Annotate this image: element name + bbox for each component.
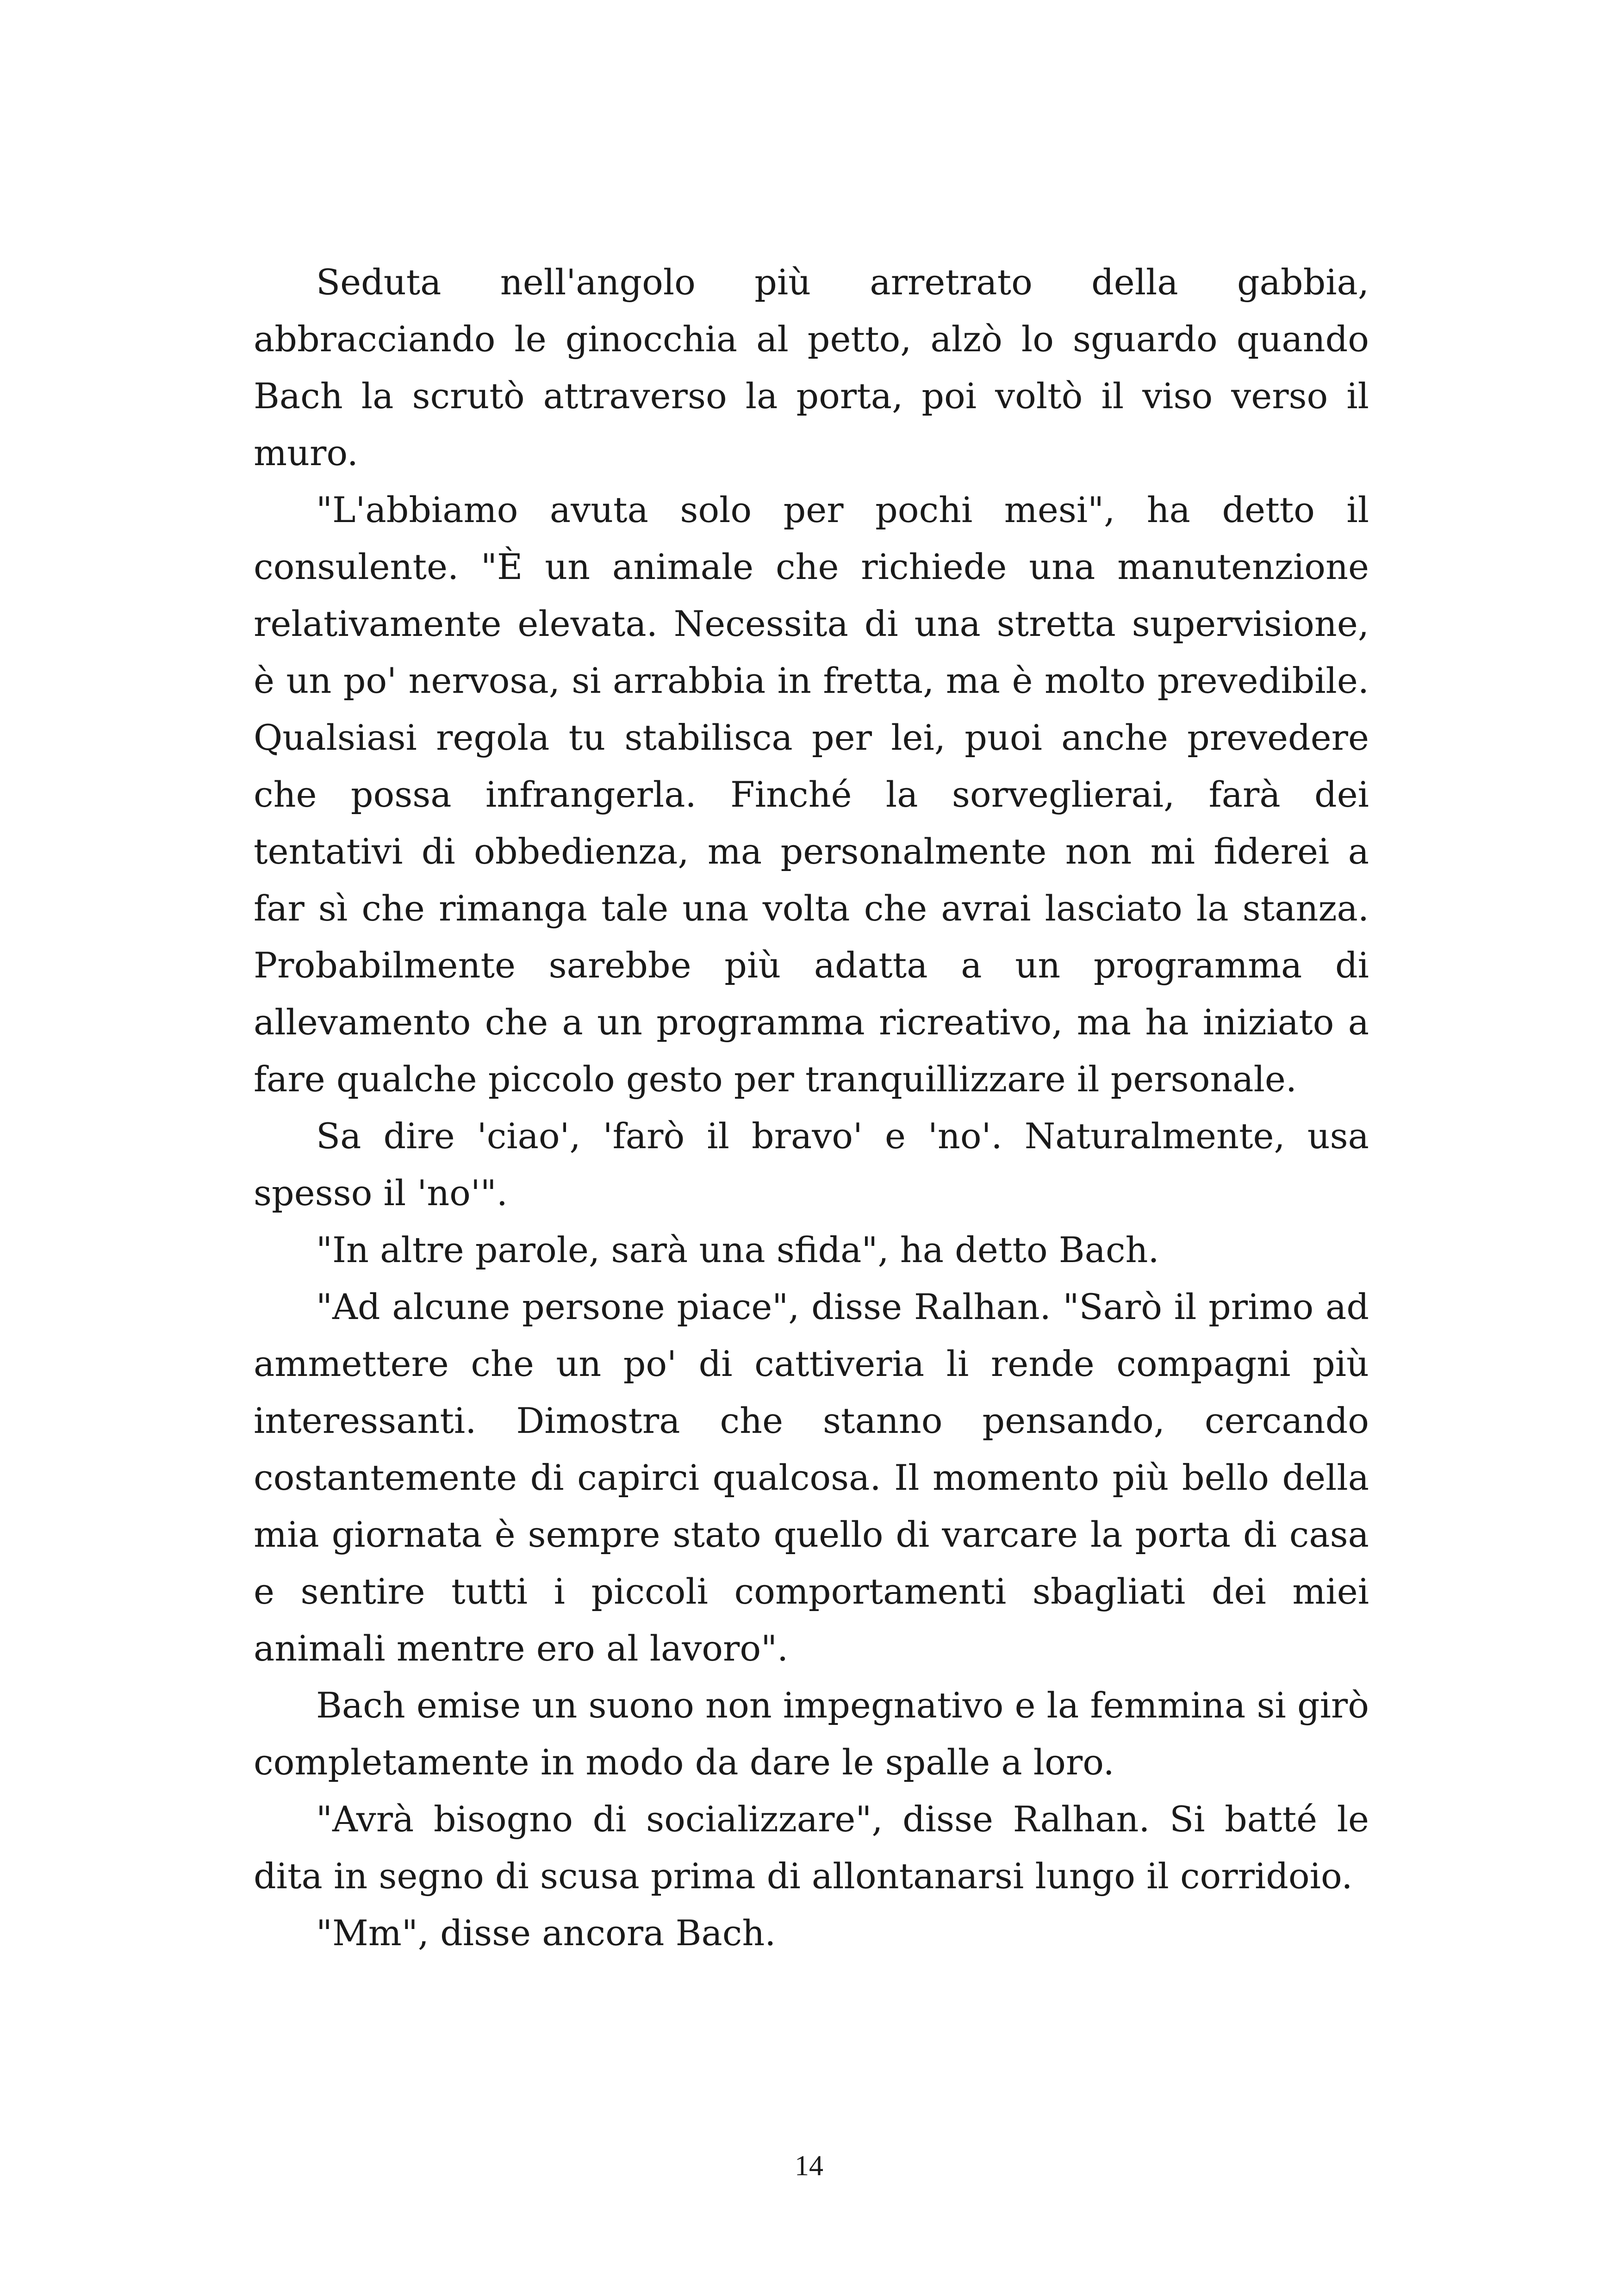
paragraph: "Ad alcune persone piace", disse Ralhan. "Sarò il primo ad ammettere che un po' di cattiveria li rende compagni più interessanti. Dimostra che stanno pensando, cercando costantemente di capirci qualcosa. Il momento più bello della mia giornata è sempre stato quello di varcare la porta di casa e sentire tutti i piccoli comportamenti sbagliati dei miei animali mentre ero al lavoro". [254,1286,1369,1669]
page-number: 14 [795,2150,823,2182]
paragraph: Seduta nell'angolo più arretrato della gabbia, abbracciando le ginocchia al petto, alzò lo sguardo quando Bach la scrutò attraverso la porta, poi voltò il viso verso il muro. [254,261,1369,473]
paragraph: Sa dire 'ciao', 'farò il bravo' e 'no'. Naturalmente, usa spesso il 'no'". [254,1115,1369,1213]
paragraph: "Avrà bisogno di socializzare", disse Ralhan. Si batté le dita in segno di scusa prima di allontanarsi lungo il corridoio. [254,1798,1369,1897]
body-text [254,254,1369,1961]
paragraph: Bach emise un suono non impegnativo e la femmina si girò completamente in modo da dare le spalle a loro. [254,1685,1369,1783]
paragraph: "In altre parole, sarà una sfida", ha detto Bach. [316,1229,1159,1270]
paragraph: "L'abbiamo avuta solo per pochi mesi", ha detto il consulente. "È un animale che richiede una manutenzione relativamente elevata. Necessita di una stretta supervisione, è un po' nervosa, si arrabbia in fretta, ma è molto prevedibile. Qualsiasi regola tu stabilisca per lei, puoi anche prevedere che possa infrangerla. Finché la sorveglierai, farà dei tentativi di obbedienza, ma personalmente non mi fiderei a far sì che rimanga tale una volta che avrai lasciato la stanza. Probabilmente sarebbe più adatta a un programma di allevamento che a un programma ricreativo, ma ha iniziato a fare qualche piccolo gesto per tranquillizzare il personale. [254,489,1369,1100]
paragraph: "Mm", disse ancora Bach. [316,1912,776,1954]
